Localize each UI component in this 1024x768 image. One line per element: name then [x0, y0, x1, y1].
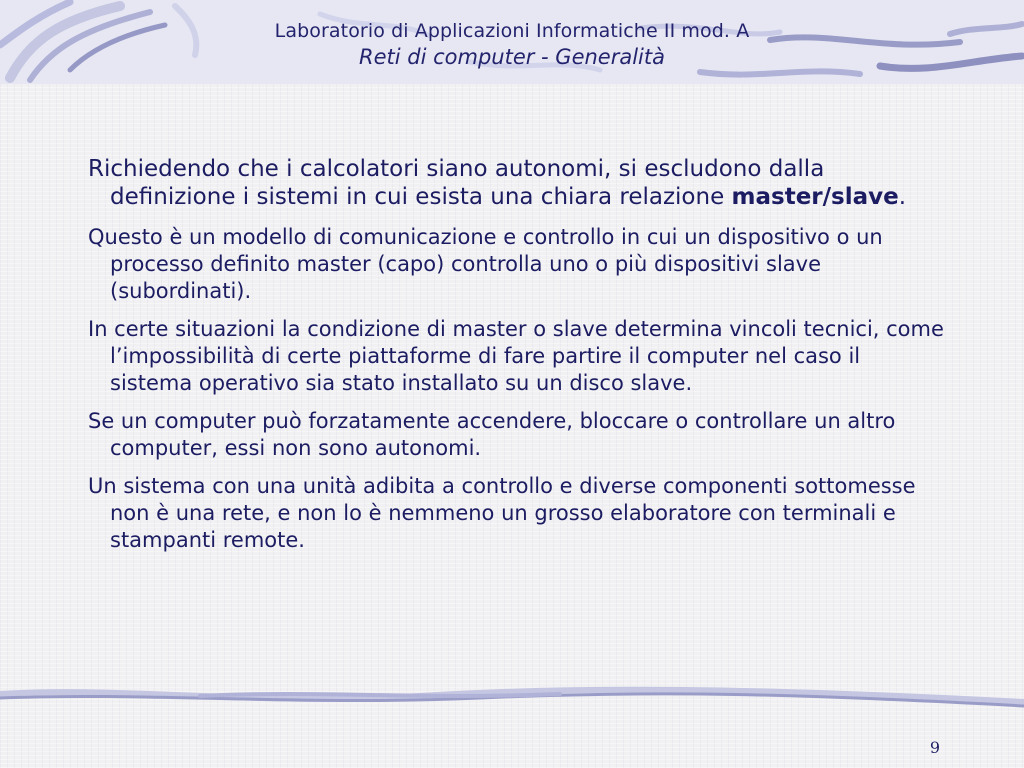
paragraph-2: Questo è un modello di comunicazione e controllo in cui un dispositivo o un processo definito master (capo) controlla uno o più dispositivi slave (subordinati). — [88, 225, 883, 303]
paragraph-1 — [88, 155, 948, 211]
slide-body — [88, 155, 948, 565]
slide-title: Reti di computer - Generalità — [359, 45, 665, 69]
paragraph-4: Se un computer può forzatamente accendere, bloccare o controllare un altro computer, essi non sono autonomi. — [88, 409, 896, 460]
paragraph-1-end: . — [898, 184, 907, 210]
course-title: Laboratorio di Applicazioni Informatiche II mod. A — [274, 20, 750, 42]
paragraph-3: In certe situazioni la condizione di master o slave determina vincoli tecnici, come l’impossibilità di certe piattaforme di fare partire il computer nel caso il sistema operativo sia stato installato su un disco slave. — [88, 317, 944, 395]
footer-wave-decoration — [0, 676, 1024, 716]
paragraph-5: Un sistema con una unità adibita a controllo e diverse componenti sottomesse non è una rete, e non lo è nemmeno un grosso elaboratore con terminali e stampanti remote. — [88, 474, 916, 552]
master-slave-term: master/slave — [731, 184, 899, 210]
page-number: 9 — [929, 738, 940, 757]
paragraph-1-text: Richiedendo che i calcolatori siano autonomi, si escludono dalla definizione i sistemi in cui esista una chiara relazione — [88, 156, 825, 210]
title-block — [0, 18, 1024, 71]
